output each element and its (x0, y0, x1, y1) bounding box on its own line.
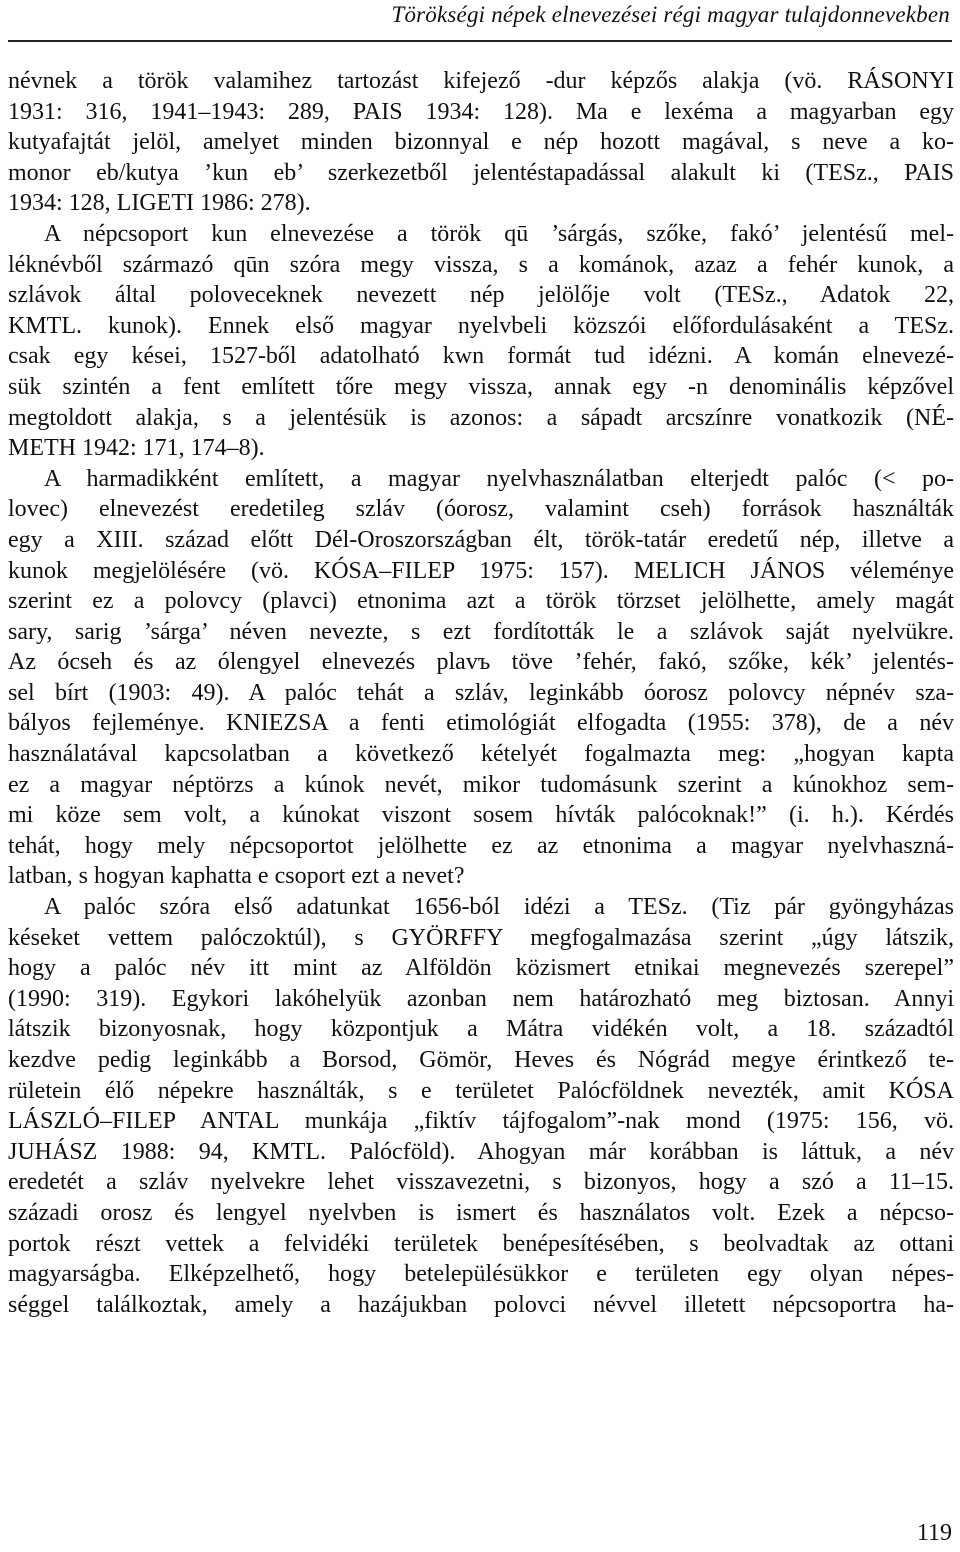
body-text (8, 66, 954, 1320)
text-line: 1931: 316, 1941–1943: 289, PAIS 1934: 128). Ma e lexéma a magyarban egy (8, 98, 954, 125)
text-line: látszik bizonyosnak, hogy központjuk a Mátra vidékén volt, a 18. századtól (8, 1016, 954, 1043)
text-line: LÁSZLÓ–FILEP ANTAL munkája „fiktív tájfogalom”-nak mond (1975: 156, vö. (8, 1108, 954, 1135)
text-line: léknévből származó qūn szóra megy vissza, s a kománok, azaz a fehér kunok, a (8, 251, 954, 278)
paragraph (8, 66, 954, 219)
text-line: mi köze sem volt, a kúnokat viszont sosem hívták palócoknak!” (i. h.). Kérdés (8, 802, 954, 829)
text-line: (1990: 319). Egykori lakóhelyük azonban nem határozható meg biztosan. Annyi (8, 985, 954, 1012)
text-line: A palóc szóra első adatunkat 1656-ból idézi a TESz. (Tiz pár gyöngyházas (44, 894, 954, 921)
running-title: Törökségi népek elnevezései régi magyar tulajdonnevekben (391, 2, 950, 27)
text-line: bályos fejleménye. KNIEZSA a fenti etimológiát elfogadta (1955: 378), de a név (8, 710, 954, 737)
text-line: METH 1942: 171, 174–8). (8, 435, 265, 462)
text-line: Az ócseh és az ólengyel elnevezés plavъ töve ’fehér, fakó, szőke, kék’ jelentés- (8, 649, 954, 676)
running-header (8, 0, 952, 42)
text-line: tehát, hogy mely népcsoportot jelölhette ez az etnonima a magyar nyelvhaszná- (8, 832, 954, 859)
text-line: A népcsoport kun elnevezése a török qū ’sárgás, szőke, fakó’ jelentésű mel- (44, 220, 954, 247)
paragraph (8, 219, 954, 464)
text-line: egy a XIII. század előtt Dél-Oroszországban élt, török-tatár eredetű nép, illetve a (8, 526, 954, 553)
text-line: névnek a török valamihez tartozást kifejező -dur képzős alakja (vö. RÁSONYI (8, 68, 954, 94)
text-line: hogy a palóc név itt mint az Alföldön közismert etnikai megnevezés szerepel” (8, 955, 954, 982)
text-line: eredetét a szláv nyelvekre lehet visszavezetni, s bizonyos, hogy a szó a 11–15. (8, 1169, 954, 1196)
text-line: kezdve pedig leginkább a Borsod, Gömör, Heves és Nógrád megye érintkező te- (8, 1047, 954, 1073)
text-line: kunok megjelölésére (vö. KÓSA–FILEP 1975: 157). MELICH JÁNOS véleménye (8, 557, 954, 584)
page-number: 119 (916, 1520, 952, 1546)
paragraph (8, 464, 954, 892)
text-line: 1934: 128, LIGETI 1986: 278). (8, 190, 311, 217)
text-line: ez a magyar néptörzs a kúnok nevét, mikor tudomásunk szerint a kúnokhoz sem- (8, 771, 954, 798)
text-line: kutyafajtát jelöl, amelyet minden bizonnyal e nép hozott magával, s neve a ko- (8, 129, 954, 156)
text-line: megtoldott alakja, s a jelentésük is azonos: a sápadt arcszínre vonatkozik (NÉ- (8, 404, 954, 431)
text-line: lovec) elnevezést eredetileg szláv (óorosz, valamint cseh) források használták (8, 496, 954, 523)
text-line: sary, sarig ’sárga’ néven nevezte, s ezt fordították le a szlávok saját nyelvükre. (8, 618, 954, 645)
text-line: portok részt vettek a felvidéki területek benépesítésében, s beolvadtak az ottani (8, 1230, 954, 1257)
text-line: csak egy kései, 1527-ből adatolható kwn formát tud idézni. A komán elnevezé- (8, 343, 954, 370)
text-line: szerint ez a polovcy (plavci) etnonima azt a török törzset jelölhette, amely magát (8, 588, 954, 615)
text-line: rületein élő népekre használták, s e területet Palócföldnek nevezték, amit KÓSA (8, 1077, 954, 1104)
text-line: JUHÁSZ 1988: 94, KMTL. Palócföld). Ahogyan már korábban is láttuk, a név (8, 1138, 954, 1165)
text-line: magyarságba. Elképzelhető, hogy betelepülésükkor e területen egy olyan népes- (8, 1261, 954, 1288)
text-line: KMTL. kunok). Ennek első magyar nyelvbeli közszói előfordulásaként a TESz. (8, 312, 954, 339)
text-line: monor eb/kutya ’kun eb’ szerkezetből jelentéstapadással alakult ki (TESz., PAIS (8, 159, 954, 186)
text-line: latban, s hogyan kaphatta e csoport ezt a nevet? (8, 863, 465, 890)
text-line: késeket vettem palóczoktúl), s GYÖRFFY megfogalmazása szerint „úgy látszik, (8, 924, 954, 951)
text-line: sük szintén a fent említett tőre megy vissza, annak egy -n denominális képzővel (8, 373, 954, 400)
text-line: századi orosz és lengyel nyelvben is ismert és használatos volt. Ezek a népcso- (8, 1199, 954, 1226)
text-line: szlávok által poloveceknek nevezett nép jelölője volt (TESz., Adatok 22, (8, 282, 954, 309)
text-line: sel bírt (1903: 49). A palóc tehát a szláv, leginkább óorosz polovcy népnév sza- (8, 679, 954, 706)
text-line: A harmadikként említett, a magyar nyelvhasználatban elterjedt palóc (< po- (44, 465, 954, 492)
paragraph (8, 892, 954, 1320)
text-line: séggel találkoztak, amely a hazájukban polovci névvel illetett népcsoportra ha- (8, 1291, 954, 1318)
text-line: használatával kapcsolatban a következő kételyét fogalmazta meg: „hogyan kapta (8, 741, 954, 768)
